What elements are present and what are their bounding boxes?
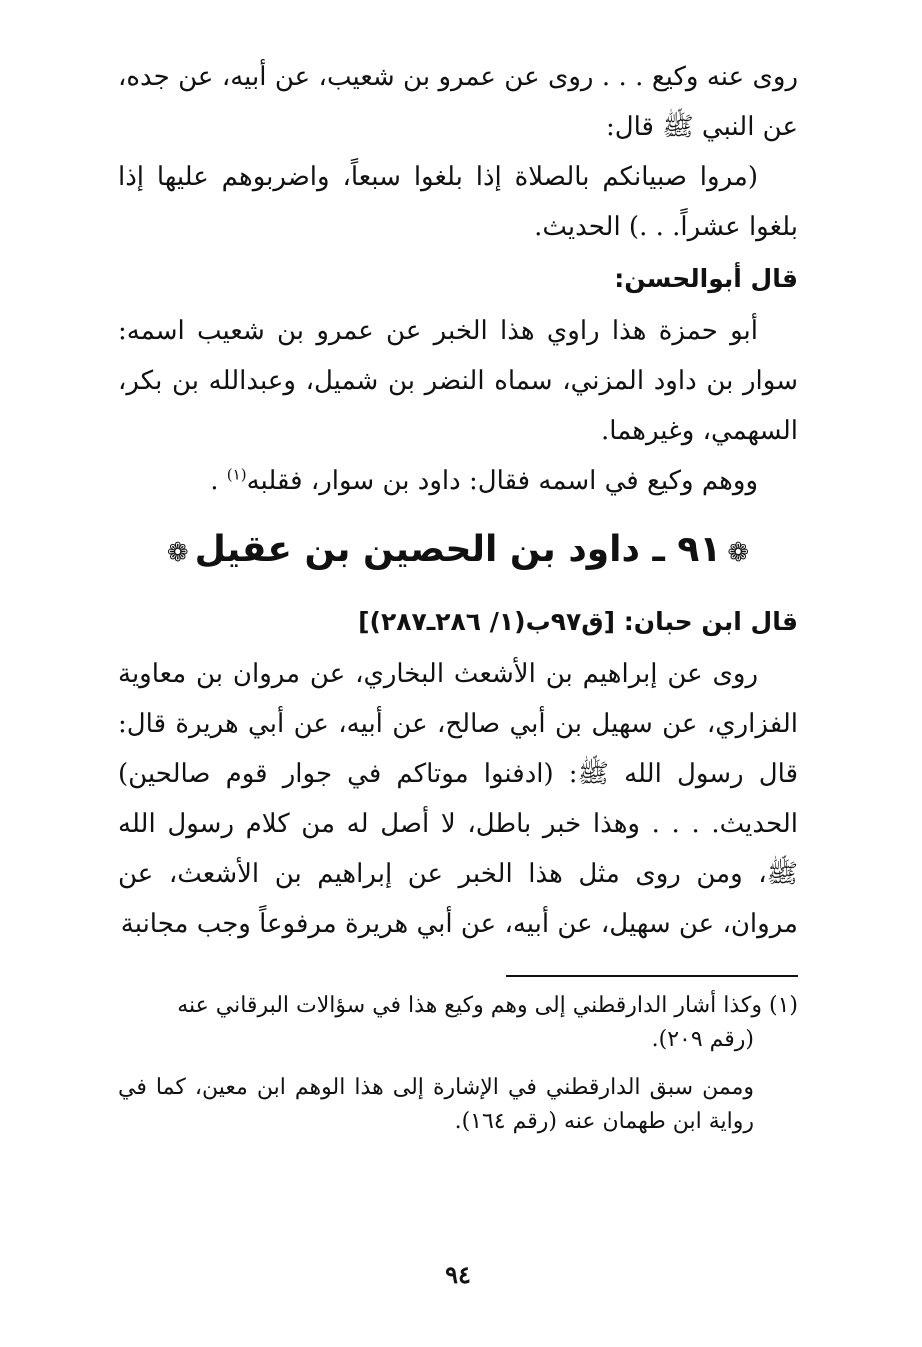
paragraph-abu-hamza: أبو حمزة هذا راوي هذا الخبر عن عمرو بن شعيب اسمه: سوار بن داود المزني، سماه النضر بن شميل، وعبدالله بن بكر، السهمي، وغيرهما. [118,316,798,446]
footnote-1: (١) وكذا أشار الدارقطني إلى وهم وكيع هذا في سؤالات البرقاني عنه [177,993,798,1018]
section-heading-abu-al-hasan: قال أبوالحسن: [614,264,798,293]
book-page [118,52,798,1312]
chapter-title-text: ٩١ ـ داود بن الحصين بن عقيل [194,529,722,570]
ornament-icon: ❁ [166,538,189,568]
footnote-2: وممن سبق الدارقطني في الإشارة إلى هذا الوهم ابن معين، كما في رواية ابن طهمان عنه (رقم ١٦٤). [118,1075,754,1134]
ornament-icon: ❁ [727,538,750,568]
footnote-ref-1[interactable]: (١) [226,465,247,484]
paragraph-waki-error [118,456,798,506]
section-heading-ibn-hibban: قال ابن حبان: [ق٩٧ب(١/ ٢٨٦ـ٢٨٧)] [358,607,798,636]
paragraph-ibn-hibban: روى عن إبراهيم بن الأشعث البخاري، عن مروان بن معاوية الفزاري، عن سهيل بن أبي صالح، عن أبيه، عن أبي هريرة قال: قال رسول الله ﷺ: (ادفنوا موتاكم في جوار قوم صالحين) الحديث. . . . وهذا خبر باطل، لا أصل له من كلام رسول الله ﷺ، ومن روى مثل هذا الخبر عن إبراهيم بن الأشعث، عن مروان، عن سهيل، عن أبيه، عن أبي هريرة مرفوعاً وجب مجانبة [118,659,798,939]
paragraph-1: روى عنه وكيع . . . روى عن عمرو بن شعيب، عن أبيه، عن جده، عن النبي ﷺ قال: [118,62,798,142]
chapter-title [118,512,798,591]
waki-error-end: . [210,466,227,496]
page-number: ٩٤ [445,1260,471,1289]
footnote-divider [506,975,798,977]
footnote-1-continued: (رقم ٢٠٩). [651,1027,754,1052]
hadith-quote: (مروا صبيانكم بالصلاة إذا بلغوا سبعاً، واضربوهم عليها إذا بلغوا عشراً. . .) الحديث. [118,162,798,242]
waki-error-text: ووهم وكيع في اسمه فقال: داود بن سوار، فقلبه [246,466,758,496]
